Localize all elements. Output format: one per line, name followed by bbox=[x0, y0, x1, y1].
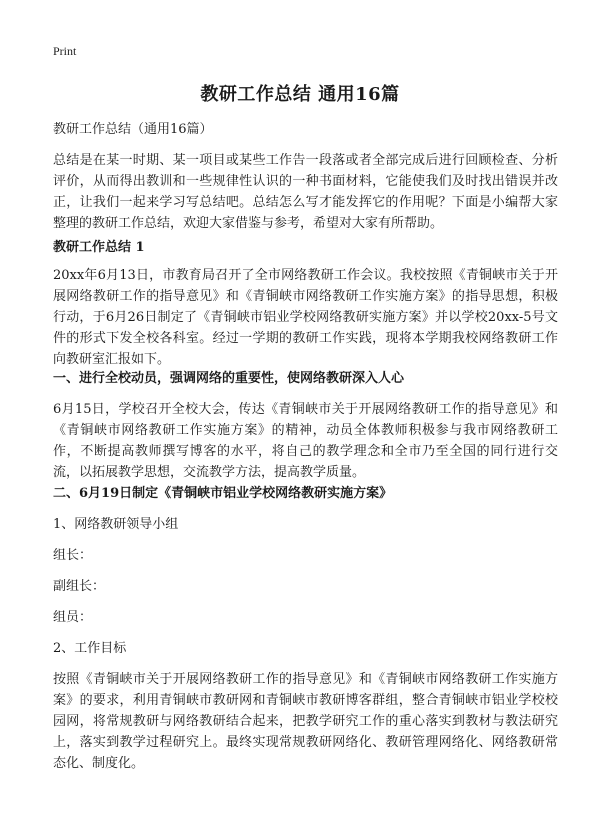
members-label: 组员： bbox=[53, 610, 93, 625]
vice-leader-label: 副组长： bbox=[53, 579, 106, 594]
leader-label: 组长： bbox=[53, 548, 93, 563]
part1-heading: 一、进行全校动员，强调网络的重要性，使网络教研深入人心 bbox=[53, 371, 405, 386]
part2-heading: 二、6月19日制定《青铜峡市铝业学校网络教研实施方案》 bbox=[53, 486, 393, 501]
section-heading-1: 教研工作总结 1 bbox=[53, 240, 145, 255]
document-subtitle: 教研工作总结（通用16篇） bbox=[53, 122, 213, 137]
print-link[interactable]: Print bbox=[53, 44, 77, 58]
part1-paragraph: 6月15日，学校召开全校大会，传达《青铜峡市关于开展网络教研工作的指导意见》和《青铜峡市网络教研工作实施方案》的精神，动员全体教师积极参与我市网络教研工作，不断提高教师撰写博客的水平，将自己的教学理念和全市乃至全国的同行进行交流，以拓展教学思想，交流教学方法，提高教学质量。 bbox=[53, 402, 558, 480]
item2-label: 2、工作目标 bbox=[53, 641, 127, 656]
goal-paragraph: 按照《青铜峡市关于开展网络教研工作的指导意见》和《青铜峡市网络教研工作实施方案》的要求，利用青铜峡市教研网和青铜峡市教研博客群组，整合青铜峡市铝业学校校园网，将常规教研与网络教研结合起来，把教学研究工作的重心落实到教材与教法研究上，落实到教学过程研究上。最终实现常规教研网络化、教研管理网络化、网络教研常态化、制度化。 bbox=[53, 672, 558, 771]
intro-paragraph: 总结是在某一时期、某一项目或某些工作告一段落或者全部完成后进行回顾检查、分析评价，从而得出教训和一些规律性认识的一种书面材料，它能使我们及时找出错误并改正，让我们一起来学习写总结吧。总结怎么写才能发挥它的作用呢？下面是小编帮大家整理的教研工作总结，欢迎大家借鉴与参考，希望对大家有所帮助。 bbox=[53, 153, 558, 231]
item1-label: 1、网络教研领导小组 bbox=[53, 517, 179, 532]
section1-paragraph: 20xx年6月13日，市教育局召开了全市网络教研工作会议。我校按照《青铜峡市关于开展网络教研工作的指导意见》和《青铜峡市网络教研工作实施方案》的指导思想，积极行动，于6月26日制定了《青铜峡市铝业学校网络教研实施方案》并以学校20xx-5号文件的形式下发全校各科室。经过一学期的教研工作实践，现将本学期我校网络教研工作向教研室汇报如下。 bbox=[53, 268, 558, 367]
page-title: 教研工作总结 通用16篇 bbox=[200, 84, 400, 105]
